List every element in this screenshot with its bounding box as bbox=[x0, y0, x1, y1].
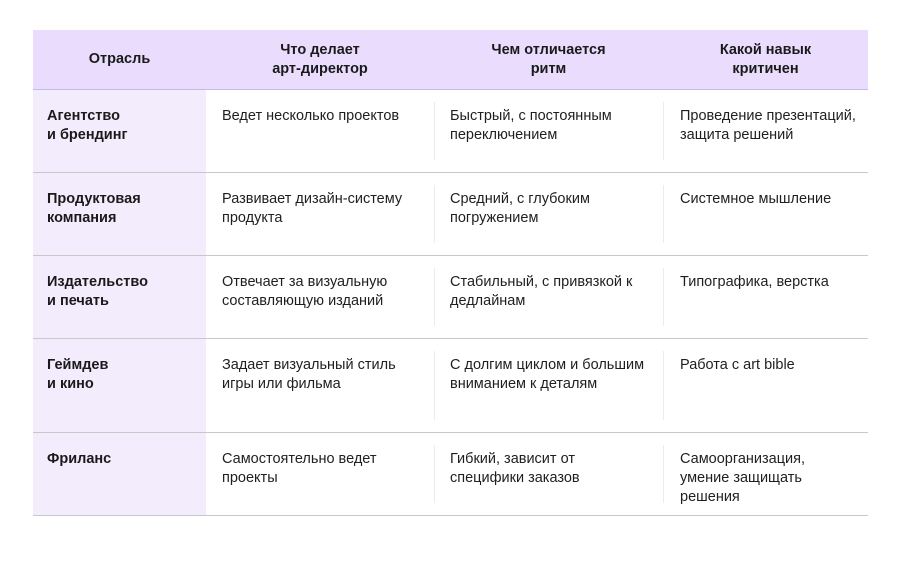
header-what-art-director-does: Что делает арт-директор bbox=[272, 41, 368, 77]
rhythm-cell: Средний, с глубоким погружением bbox=[434, 173, 663, 255]
what-cell: Отвечает за визуальную составляющую изданий bbox=[222, 274, 388, 309]
header-rhythm-difference: Чем отличается ритм bbox=[491, 41, 606, 77]
industry-cell: Продуктовая компания bbox=[33, 173, 206, 255]
comparison-table bbox=[33, 30, 868, 516]
skill-cell: Работа с art bible bbox=[663, 339, 868, 432]
skill-cell: Проведение презентаций, защита решений bbox=[663, 90, 868, 172]
what-cell: Развивает дизайн-систему продукта bbox=[222, 191, 403, 226]
industry-cell: Агентство и брендинг bbox=[33, 90, 206, 172]
what-cell: Задает визуальный стиль игры или фильма bbox=[222, 357, 396, 392]
industry-cell: Геймдев и кино bbox=[33, 339, 206, 432]
rhythm-cell: Стабильный, с привязкой к дедлайнам bbox=[434, 256, 663, 338]
header-critical-skill: Какой навык критичен bbox=[719, 41, 812, 77]
rhythm-cell: С долгим циклом и большим вниманием к деталям bbox=[434, 339, 663, 432]
rhythm-cell: Быстрый, с постоянным переключением bbox=[434, 90, 663, 172]
table-header-row bbox=[33, 30, 868, 90]
skill-cell: Типографика, верстка bbox=[663, 256, 868, 338]
industry-cell: Фриланс bbox=[33, 433, 206, 515]
rhythm-cell: Гибкий, зависит от специфики заказов bbox=[434, 433, 663, 515]
header-industry: Отрасль bbox=[88, 51, 151, 67]
skill-cell: Системное мышление bbox=[663, 173, 868, 255]
table-row bbox=[33, 256, 868, 339]
table-row bbox=[33, 433, 868, 516]
what-cell: Ведет несколько проектов bbox=[222, 108, 400, 124]
skill-cell: Самоорганизация, умение защищать решения bbox=[663, 433, 868, 515]
what-cell: Самостоятельно ведет проекты bbox=[222, 451, 377, 486]
table-row bbox=[33, 173, 868, 256]
table-row bbox=[33, 90, 868, 173]
table-row bbox=[33, 339, 868, 433]
industry-cell: Издательство и печать bbox=[33, 256, 206, 338]
